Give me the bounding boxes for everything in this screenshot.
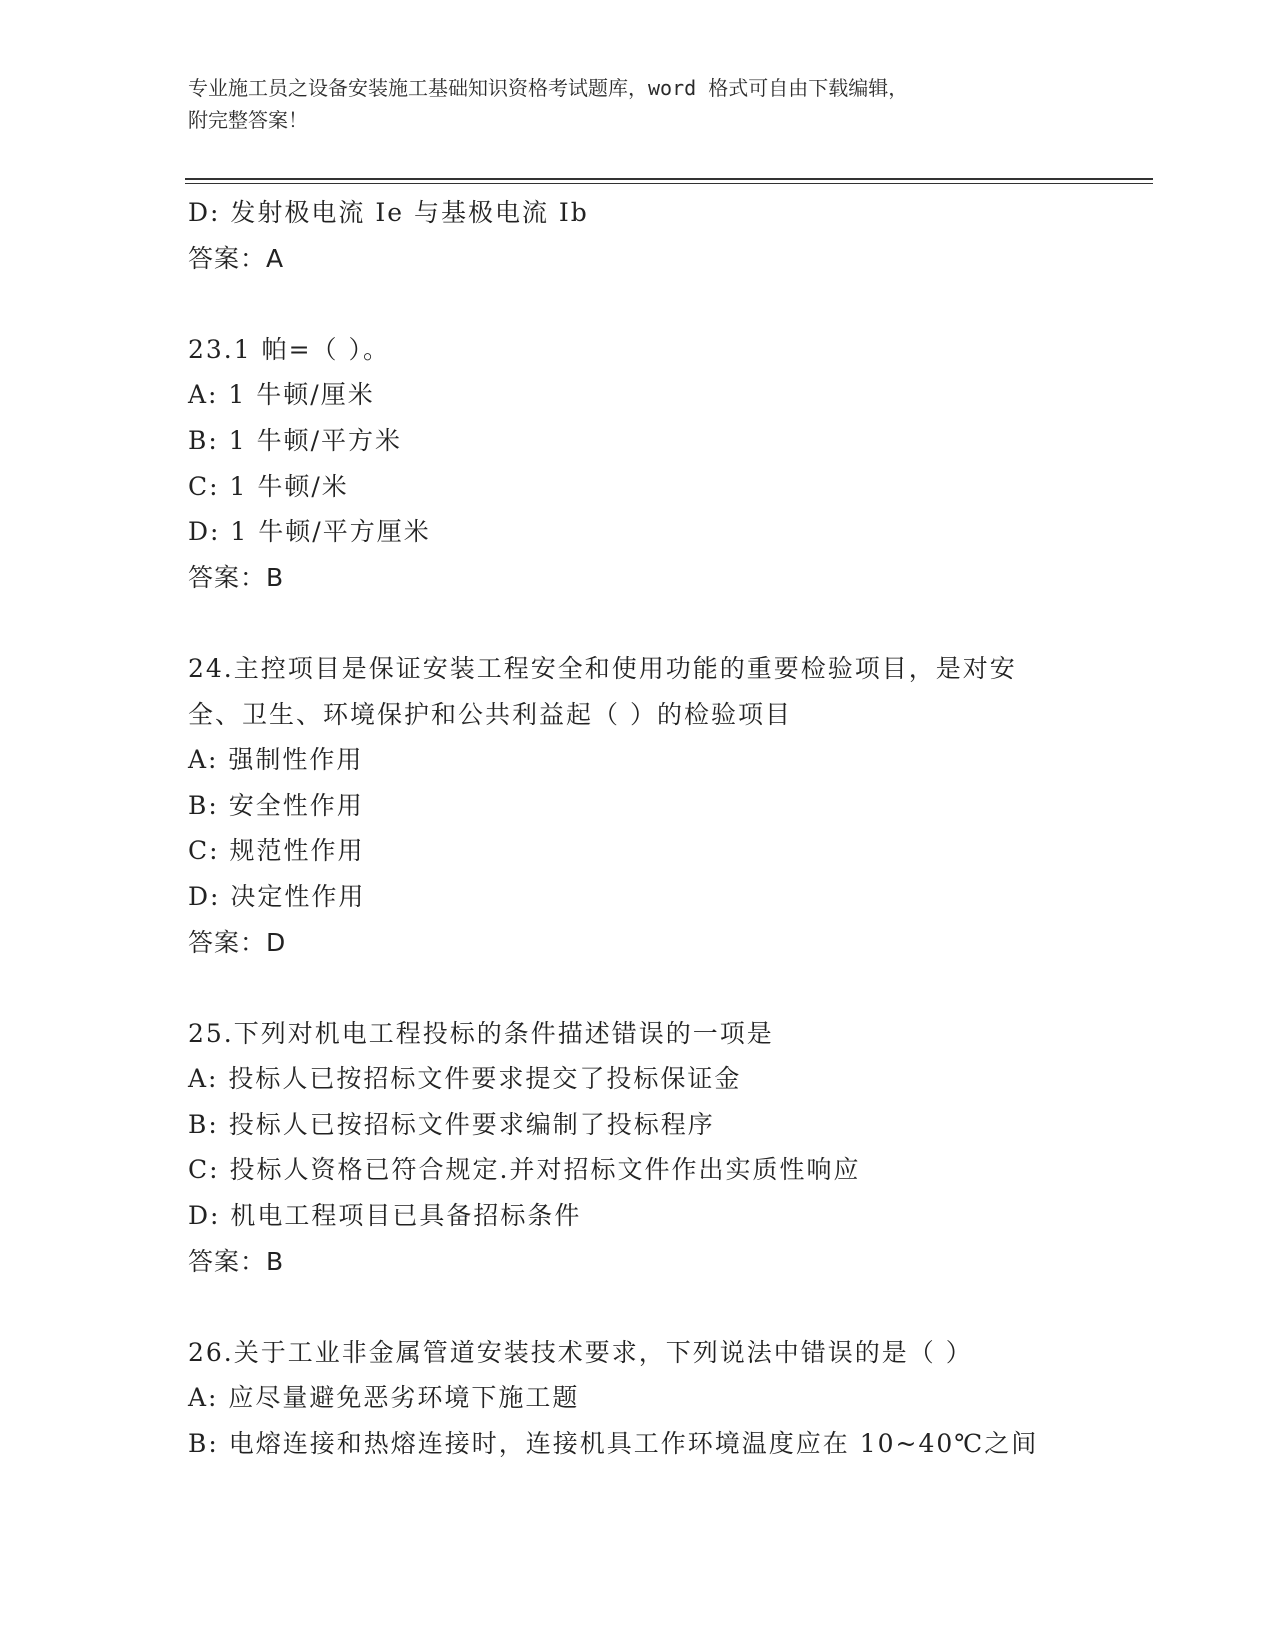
question-23 bbox=[188, 327, 1148, 601]
question-stem: 26.关于工业非金属管道安装技术要求，下列说法中错误的是（ ） bbox=[188, 1337, 973, 1367]
header-line-1: 专业施工员之设备安装施工基础知识资格考试题库，word 格式可自由下载编辑， bbox=[188, 76, 909, 100]
option-a: A: 1 牛顿/厘米 bbox=[188, 380, 375, 410]
question-list bbox=[188, 190, 1148, 1467]
option-a: A: 强制性作用 bbox=[188, 745, 364, 775]
document-header bbox=[188, 72, 1068, 136]
question-stem-continued: 全、卫生、环境保护和公共利益起（ ）的检验项目 bbox=[188, 699, 792, 729]
header-divider bbox=[185, 178, 1153, 180]
answer: 答案：A bbox=[188, 243, 285, 273]
question-26 bbox=[188, 1330, 1148, 1467]
option-d: D: 机电工程项目已具备招标条件 bbox=[188, 1201, 582, 1231]
question-stem: 24.主控项目是保证安装工程安全和使用功能的重要检验项目，是对安 bbox=[188, 653, 1017, 683]
answer: 答案：B bbox=[188, 1246, 285, 1276]
option-c: C: 投标人资格已符合规定.并对招标文件作出实质性响应 bbox=[188, 1155, 861, 1185]
option-b: B: 安全性作用 bbox=[188, 790, 364, 820]
option-a: A: 投标人已按招标文件要求提交了投标保证金 bbox=[188, 1064, 742, 1094]
answer: 答案：D bbox=[188, 927, 287, 957]
question-stem: 23.1 帕=（ ）。 bbox=[188, 334, 391, 364]
question-25 bbox=[188, 1011, 1148, 1285]
option-c: C: 1 牛顿/米 bbox=[188, 471, 349, 501]
option-d: D: 1 牛顿/平方厘米 bbox=[188, 517, 431, 547]
option-c: C: 规范性作用 bbox=[188, 836, 365, 866]
option-a: A: 应尽量避免恶劣环境下施工题 bbox=[188, 1383, 580, 1413]
option-b: B: 电熔连接和热熔连接时，连接机具工作环境温度应在 10~40℃之间 bbox=[188, 1429, 1039, 1459]
question-stem: 25.下列对机电工程投标的条件描述错误的一项是 bbox=[188, 1018, 774, 1048]
answer: 答案：B bbox=[188, 562, 285, 592]
option-d: D: 发射极电流 Ie 与基极电流 Ib bbox=[188, 198, 589, 227]
option-b: B: 投标人已按招标文件要求编制了投标程序 bbox=[188, 1109, 715, 1139]
option-b: B: 1 牛顿/平方米 bbox=[188, 425, 403, 455]
header-divider-thin bbox=[185, 183, 1153, 184]
option-d: D: 决定性作用 bbox=[188, 881, 366, 911]
header-line-2: 附完整答案！ bbox=[188, 108, 308, 132]
question-24 bbox=[188, 646, 1148, 965]
